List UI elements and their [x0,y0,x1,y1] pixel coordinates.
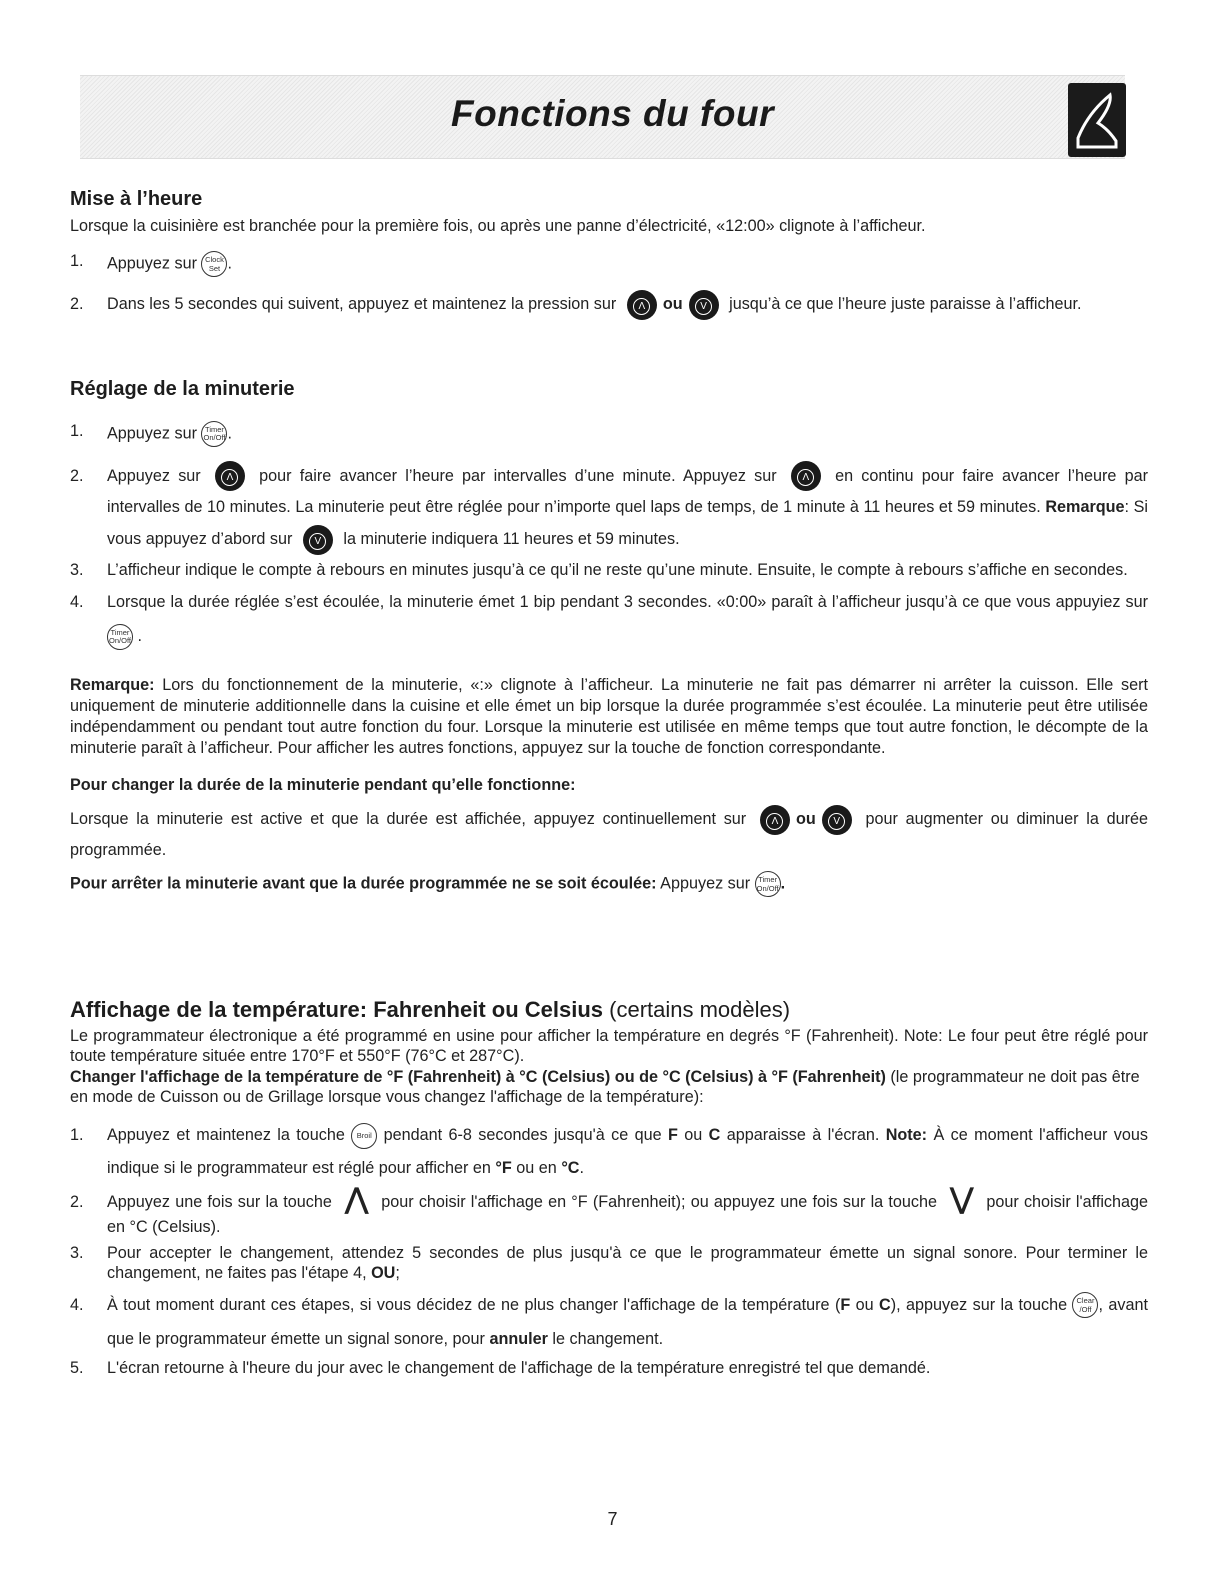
clear-off-button: Clear /Off [1072,1292,1098,1318]
clock-section [70,187,1148,320]
section-heading: Affichage de la température: Fahrenheit ou Celsius (certains modèles) [70,997,791,1022]
subheading: Pour changer la durée de la minuterie pendant qu’elle fonctionne: [70,776,576,795]
list-item: 5. L'écran retourne à l'heure du jour avec le changement de l'affichage de la température enregistré tel que demandé. [70,1358,931,1377]
list-item: 2. Dans les 5 secondes qui suivent, appuyez et maintenez la pression sur Λ ou V jusqu’à ce que l’heure juste paraisse à l’afficheur. [70,289,1148,320]
section-heading: Mise à l’heure [70,188,203,210]
broil-button: Broil [351,1123,377,1149]
page-title: Fonctions du four [451,93,774,134]
up-arrow-icon: Λ [627,290,657,320]
up-arrow-icon: Λ [791,461,821,491]
down-arrow-icon: V [303,525,333,555]
list-item: 2. Appuyez sur Λ pour faire avancer l’heure par intervalles d’une minute. Appuyez sur Λ en continu pour faire avancer l’heure par intervalles de 10 minutes. La minuterie peut être réglée pour n’importe quel laps de temps, de 1 minute à 11 heures et 59 minutes. Remarque: Si vous appuyez d’abord sur V la minuterie indiquera 11 heures et 59 minutes. [70,461,1148,556]
timer-onoff-button: Timer On/Off [107,624,133,650]
up-chevron-icon: ⋀ [345,1182,369,1214]
list-item: 4. À tout moment durant ces étapes, si vous décidez de ne plus changer l'affichage de la température (F ou C), appuyez sur la touche Clear /Off , avant que le programmateur émette un signal sonore, pour annuler le changement. [70,1288,1148,1356]
list-item: 3. Pour accepter le changement, attendez 5 secondes de plus jusqu'à ce que le programmateur émette un signal sonore. Pour terminer le changement, ne faites pas l'étape 4, OU; [70,1244,1148,1283]
up-arrow-icon: Λ [760,805,790,835]
down-arrow-icon: V [689,290,719,320]
down-arrow-icon: V [822,805,852,835]
list-item: 1. Appuyez sur Timer On/Off . [70,421,1148,447]
paragraph: Changer l'affichage de la température de °F (Fahrenheit) à °C (Celsius) ou de °C (Celsius) à °F (Fahrenheit) (le programmateur ne doit pas être en mode de Cuisson ou de Grillage lorsque vous changez l'affichage de la température): [70,1067,1140,1106]
paragraph: Pour arrêter la minuterie avant que la durée programmée ne se soit écoulée: Appuyez sur Timer On/Off . [70,871,1148,897]
list-item: 1. Appuyez et maintenez la touche Broil pendant 6-8 secondes jusqu'à ce que F ou C apparaisse à l'écran. Note: À ce moment l'afficheur vous indique si le programmateur est réglé pour afficher en °F ou en °C. [70,1119,1148,1184]
page-number: 7 [607,1509,618,1529]
timer-section [70,377,1148,897]
list-item: 4. Lorsque la durée réglée s’est écoulée, la minuterie émet 1 bip pendant 3 secondes. «0:00» paraît à l’afficheur jusqu’à ce que vous appuyiez sur Timer On/Off . [70,585,1148,653]
note-paragraph: Remarque: Lors du fonctionnement de la minuterie, «:» clignote à l’afficheur. La minuterie ne fait pas démarrer ni arrêter la cuisson. Elle sert uniquement de minuterie additionnelle dans la cuisine et elle émet un bip lorsque la durée programmée s’est écoulée. La minuterie peut être utilisée indépendamment ou pendant tout autre fonction du four. Lorsque la minuterie est utilisée en même temps que tout autre fonction, le décompte de la minuterie paraît à l’afficheur. Pour afficher les autres fonctions, appuyez sur la touche de fonction correspondante. [70,675,1148,758]
clock-set-button: Clock Set [201,251,227,277]
list-item: 3. L’afficheur indique le compte à rebours en minutes jusqu’à ce qu’il ne reste qu’une minute. Ensuite, le compte à rebours s’affiche en secondes. [70,561,1128,580]
temperature-section [70,996,1148,1378]
list-item: 1. Appuyez sur Clock Set . [70,251,1148,277]
paragraph: Le programmateur électronique a été programmé en usine pour afficher la température en degrés °F (Fahrenheit). Note: Le four peut être réglé pour toute température située entre 170°F et 550°F (76°C et 287°C). [70,1027,1148,1066]
paragraph: Lorsque la cuisinière est branchée pour la première fois, ou après une panne d’électricité, «12:00» clignote à l’afficheur. [70,216,926,235]
up-arrow-icon: Λ [215,461,245,491]
list-item: 2. Appuyez une fois sur la touche ⋀ pour choisir l'affichage en °F (Fahrenheit); ou appuyez une fois sur la touche ⋁ pour choisir l'affichage en °C (Celsius). [70,1182,1149,1237]
oven-hand-icon [1068,83,1126,157]
timer-onoff-button: Timer On/Off [201,421,227,447]
paragraph: Lorsque la minuterie est active et que la durée est affichée, appuyez continuellement sur Λ ou V pour augmenter ou diminuer la durée programmée. [70,804,1148,866]
down-chevron-icon: ⋁ [950,1182,974,1214]
section-heading: Réglage de la minuterie [70,378,295,400]
timer-onoff-button: Timer On/Off [755,871,781,897]
